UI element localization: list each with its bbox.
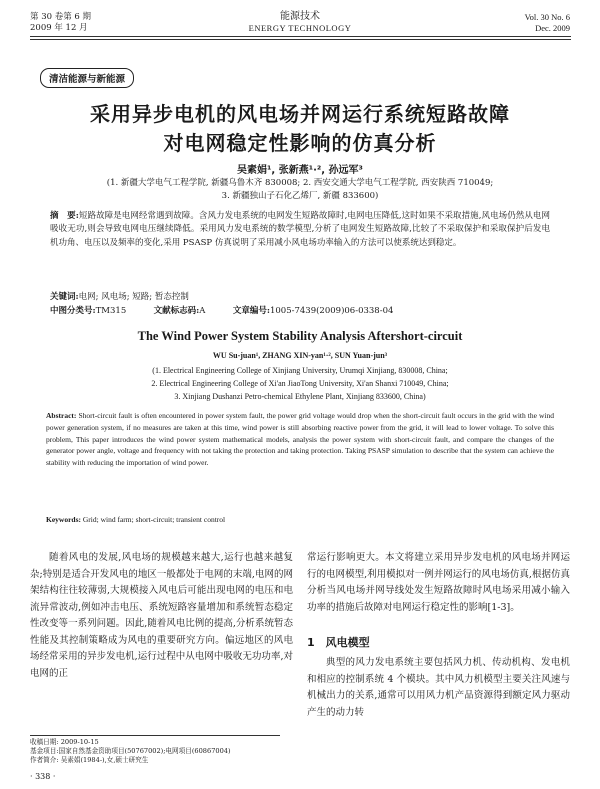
keywords-cn-label: 关键词: (50, 292, 79, 302)
footnote-rule (30, 735, 280, 736)
keywords-cn (50, 291, 550, 304)
keywords-en-text: Grid; wind farm; short-circuit; transient control (82, 515, 226, 524)
affiliation-cn-1: (1. 新疆大学电气工程学院, 新疆乌鲁木齐 830008; 2. 西安交通大学电气工程学院, 西安陕西 710049; (106, 178, 494, 188)
abstract-en-text: Short-circuit fault is often encountered in power system fault, the power grid voltage would drop when the short-circuit fault occurs in the grid with the wind power generation system, if no measures are taken at this time, wind power is still absorbing reactive power from the grid, it will lead to lower voltage. To solve this problem, This paper introduces the wind power system mathematical models, analysis the power system with short-circuit fault, and compare the changes of the generator power angle, voltage and frequency with not taking the protection and taking protection. Taking PSASP simulation to describe that the system can achieve the stability with reducing the importation of wind power. (46, 411, 554, 468)
body-left-column: 随着风电的发展,风电场的规模越来越大,运行也越来越复杂;特别是适合开发风电的地区一般都处于电网的末端,电网的网架结构往往较薄弱,大规模接入风电后可能出现电网的电压和电流异常波动,例如冲击电压、系统短路容量增加和系统暂态稳定性改变等一系列问题。因此,随着风电比例的提高,分析系统暂态性能及其控制策略成为风电的重要研究方向。偏远地区的风电场经常采用的异步发电机,运行过程中从电网中吸收无功功率,对电网的正 (30, 552, 293, 679)
abstract-cn-label: 摘 要: (50, 211, 79, 221)
header-date-en: Dec. 2009 (535, 23, 570, 33)
affiliation-en-2: 2. Electrical Engineering College of Xi'an JiaoTong University, Xi'an Shanxi 710049, China; (151, 379, 449, 388)
footnote-fund: 基金项目:国家自然基金资助项目(50767002);电网项目(60867004) (30, 747, 231, 755)
authors-en: WU Su-juan¹, ZHANG XIN-yan¹·², SUN Yuan-jun³ (212, 351, 388, 360)
keywords-en-label: Keywords: (46, 515, 81, 524)
page-number: · 338 · (30, 772, 56, 781)
keywords-cn-text: 电网; 风电场; 短路; 暂态控制 (78, 292, 189, 302)
class-label: 中图分类号: (50, 306, 96, 316)
doc-code-value: A (199, 306, 206, 316)
abstract-en (46, 410, 554, 469)
paper-title-en: The Wind Power System Stability Analysis Aftershort-circuit (137, 329, 463, 343)
keywords-en (46, 514, 554, 526)
header-volume-cn: 第 30 卷第 6 期 (30, 12, 92, 22)
article-number-value: 1005-7439(2009)06-0338-04 (269, 306, 394, 316)
footnote-received: 收稿日期: 2009-10-15 (30, 738, 99, 746)
footnotes (30, 738, 295, 765)
affiliation-cn-2: 3. 新疆独山子石化乙烯厂, 新疆 833600) (221, 191, 379, 201)
abstract-cn-text: 短路故障是电网经常遇到故障。含风力发电系统的电网发生短路故障时,电网电压降低,这时如果不采取措施,风电场仍然从电网吸收无功,则会导致电网电压继续降低。采用风力发电系统的数学模型,分析了电网发生短路故障,比较了不采取保护和采取保护后发电机功角、电压以及频率的变化,采用 PSASP 仿真说明了采用减小风电场功率输入的方法可以使系统达到稳定。 (50, 211, 550, 248)
affiliation-en-1: (1. Electrical Engineering College of Xinjiang University, Urumqi Xinjiang, 830008, China; (152, 366, 448, 375)
header-volume-en: Vol. 30 No. 6 (524, 12, 570, 22)
class-value: TM315 (95, 306, 127, 316)
header-journal-cn: 能源技术 (280, 11, 320, 22)
header-rule-thin (30, 39, 571, 40)
header-journal-en: ENERGY TECHNOLOGY (248, 23, 352, 33)
header-date-cn: 2009 年 12 月 (30, 23, 88, 33)
section-tag: 清洁能源与新能源 (40, 68, 134, 88)
section-1-text: 典型的风力发电系统主要包括风力机、传动机构、发电机和相应的控制系统 4 个模块。其中风力机模型主要关注风速与机械出力的关系,通常可以用风力机产品资源得到额定风力驱动产生的动力转 (307, 657, 570, 718)
abstract-cn (50, 210, 550, 250)
authors-cn: 吴素娟¹, 张新燕¹·², 孙远军³ (237, 165, 363, 176)
header-rule (30, 36, 571, 37)
abstract-en-label: Abstract: (46, 411, 77, 420)
paper-title-line2: 对电网稳定性影响的仿真分析 (163, 131, 437, 155)
article-number-label: 文章编号: (232, 306, 270, 316)
doc-code-label: 文献标志码: (153, 306, 200, 316)
section-1-heading: 1 风电模型 (307, 636, 370, 649)
paper-title-line1: 采用异步电机的风电场并网运行系统短路故障 (90, 102, 510, 126)
classification-line (50, 305, 550, 318)
footnote-author: 作者简介: 吴素娟(1984-),女,硕士研究生 (30, 756, 149, 764)
affiliation-en-3: 3. Xinjiang Dushanzi Petro-chemical Ethylene Plant, Xinjiang 833600, China) (174, 392, 426, 401)
body-right-intro: 常运行影响更大。本文将建立采用异步发电机的风电场并网运行的电网模型,利用模拟对一例并网运行的风电场仿真,根据仿真分析当风电场并网导线处发生短路故障时风电场采用减小输入功率的措施后故障对电网运行稳定性的影响[1-3]。 (307, 552, 570, 613)
